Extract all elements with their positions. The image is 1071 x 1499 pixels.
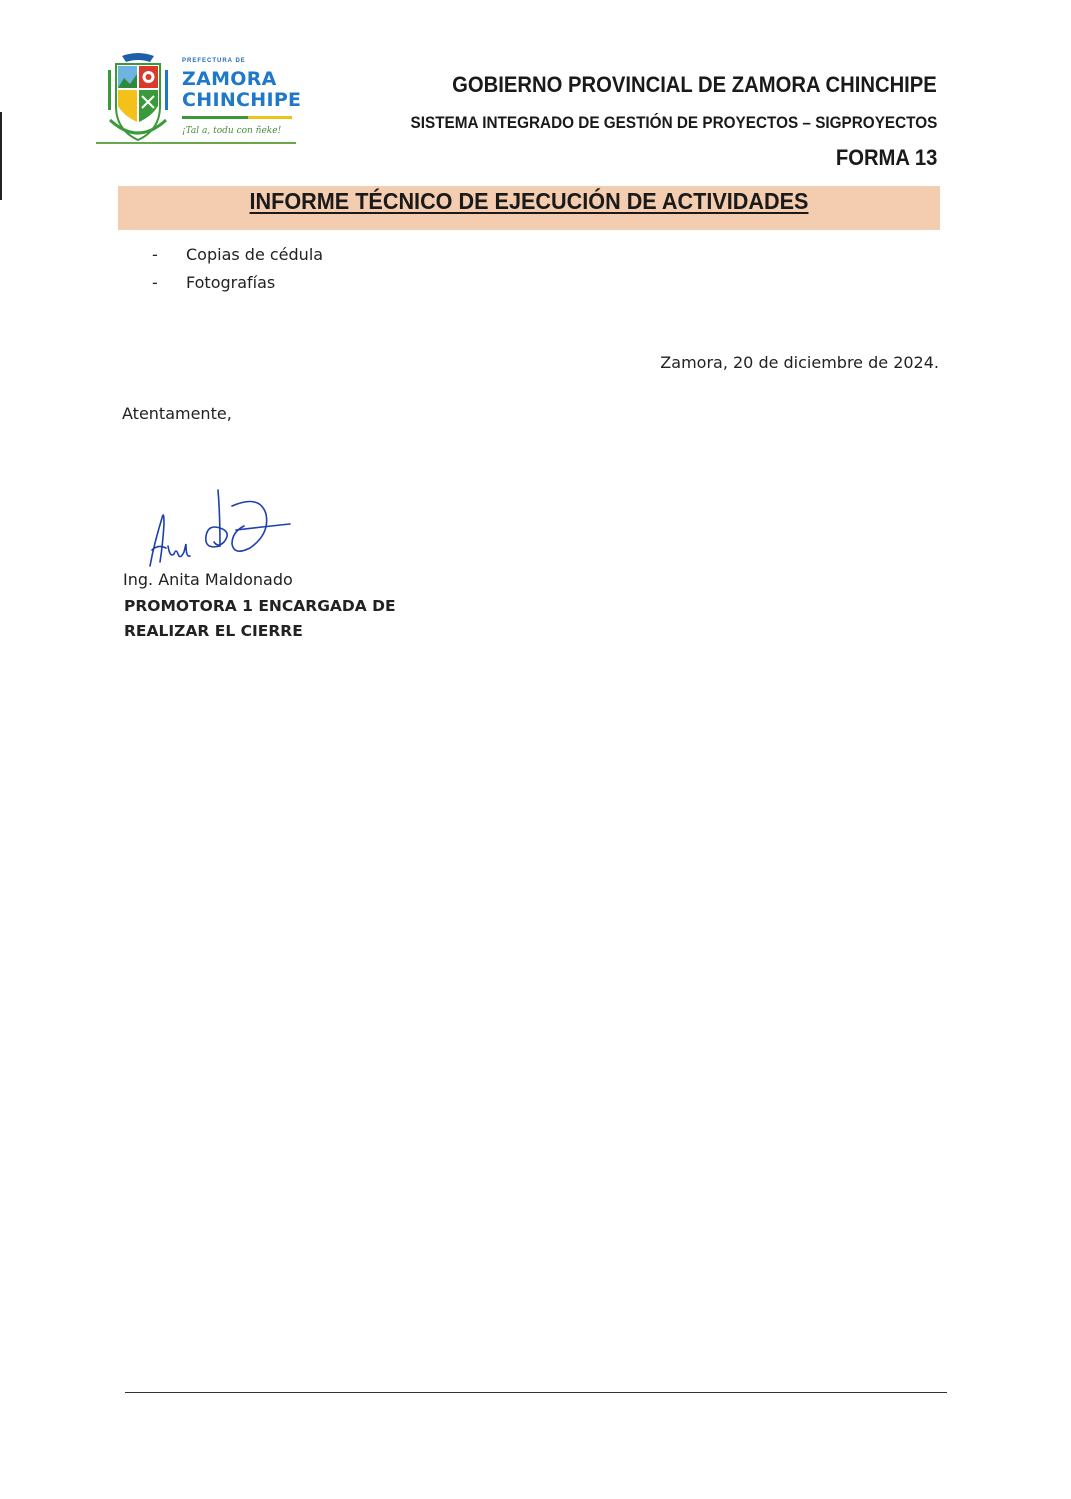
- bullet-dash: -: [152, 273, 158, 292]
- logo-name-line2: CHINCHIPE: [182, 89, 302, 111]
- attachment-text: Copias de cédula: [186, 245, 324, 264]
- prefecture-emblem-icon: [102, 50, 174, 146]
- header-title: GOBIERNO PROVINCIAL DE ZAMORA CHINCHIPE: [452, 72, 937, 97]
- list-item: [152, 272, 323, 300]
- attachments-list: [152, 244, 323, 300]
- logo-slogan: ¡Tal a, todu con ñeke!: [182, 126, 282, 136]
- form-number: FORMA 13: [835, 145, 937, 170]
- prefecture-logo: [96, 50, 300, 146]
- report-title-banner: [118, 186, 940, 230]
- scan-edge-mark: [0, 112, 2, 200]
- signer-role: [124, 594, 444, 644]
- logo-divider: [182, 116, 292, 119]
- footer-divider: [125, 1392, 947, 1393]
- handwritten-signature: [140, 484, 300, 574]
- logo-baseline: [96, 142, 296, 144]
- logo-name-line1: ZAMORA: [182, 68, 277, 90]
- header-subtitle: SISTEMA INTEGRADO DE GESTIÓN DE PROYECTOS – SIGPROYECTOS: [410, 113, 937, 132]
- date-line: Zamora, 20 de diciembre de 2024.: [660, 353, 939, 372]
- closing-phrase: Atentamente,: [122, 404, 232, 423]
- signer-name: Ing. Anita Maldonado: [123, 570, 293, 589]
- logo-small-text: PREFECTURA DE: [182, 58, 246, 64]
- signer-role-line1: PROMOTORA 1 ENCARGADA DE: [124, 597, 396, 615]
- signer-role-line2: REALIZAR EL CIERRE: [124, 622, 303, 640]
- attachment-text: Fotografías: [186, 273, 276, 292]
- list-item: [152, 244, 323, 272]
- report-title: INFORME TÉCNICO DE EJECUCIÓN DE ACTIVIDADES: [249, 188, 809, 214]
- bullet-dash: -: [152, 245, 158, 264]
